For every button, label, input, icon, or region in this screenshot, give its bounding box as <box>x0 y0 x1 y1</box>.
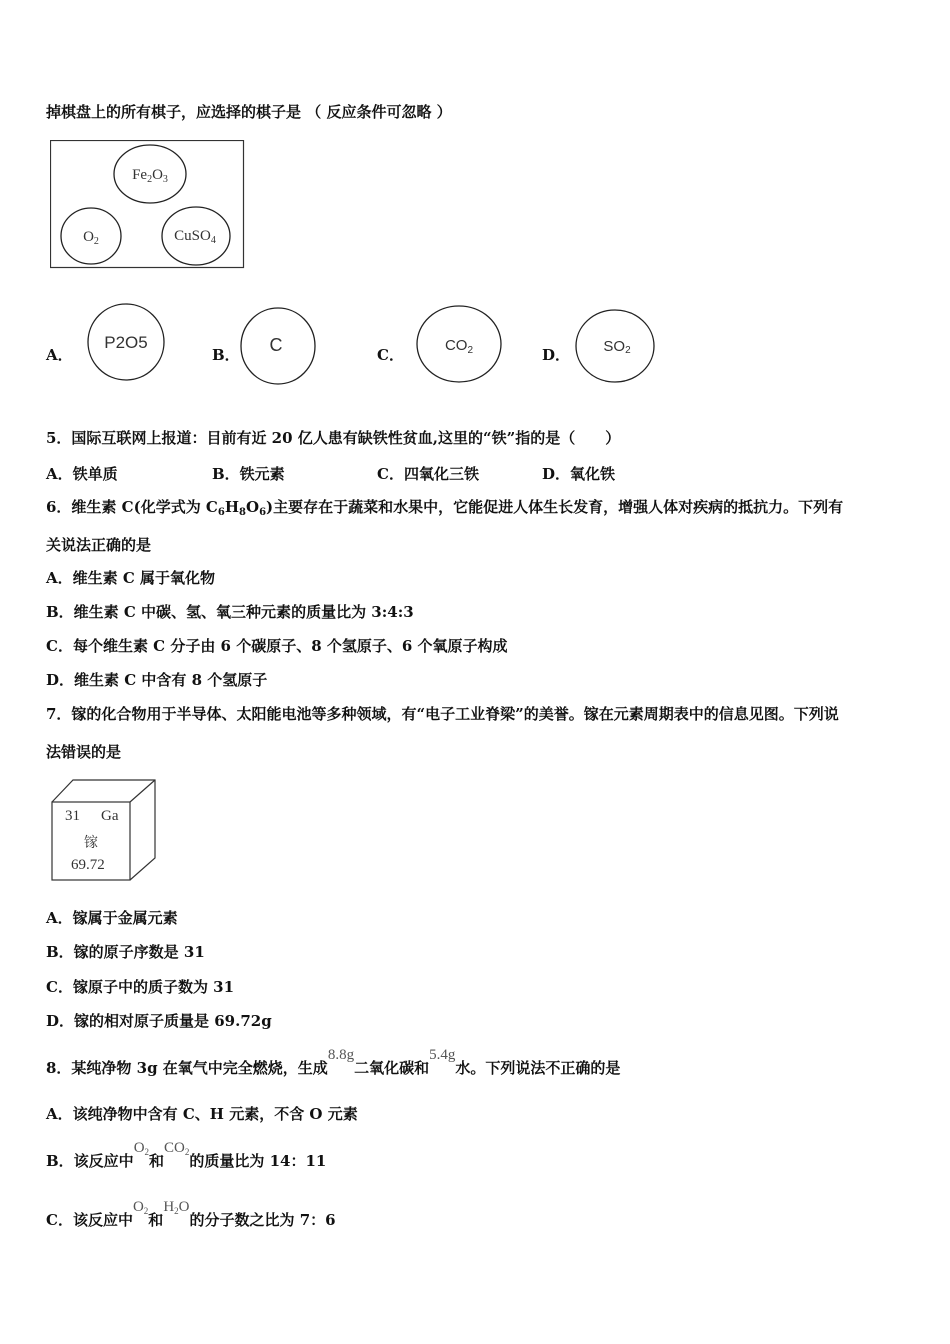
q8-option-c-mid: 和 <box>148 1211 164 1229</box>
q8-mass-h2o: 5.4g <box>429 1047 456 1063</box>
q7-option-c[interactable]: C．镓原子中的质子数为 31 <box>46 978 235 996</box>
q4-stem-tail: 掉棋盘上的所有棋子，应选择的棋子是 （ 反应条件可忽略 ） <box>46 103 452 121</box>
q5-option-b[interactable]: B．铁元素 <box>212 465 285 483</box>
q6-option-c[interactable]: C．每个维生素 C 分子由 6 个碳原子、8 个氢原子、6 个氧原子构成 <box>46 637 508 655</box>
q4-option-a-letter: A． <box>46 346 73 364</box>
q8-mass-co2: 8.8g <box>327 1047 355 1063</box>
q7-element-card <box>51 779 161 883</box>
q7-option-d[interactable]: D．镓的相对原子质量是 69.72g <box>46 1012 272 1030</box>
q4-option-b-piece <box>240 304 320 388</box>
svg-text:SO2: SO2 <box>603 338 631 356</box>
q5-option-c[interactable]: C．四氧化三铁 <box>377 465 479 483</box>
q4-option-d-letter: D． <box>542 346 571 364</box>
q8-option-c[interactable] <box>46 1199 336 1231</box>
q8-stem-b: 二氧化碳和 <box>354 1059 430 1077</box>
q6-option-d[interactable]: D．维生素 C 中含有 8 个氢原子 <box>46 671 268 689</box>
q8-option-c-h2o: $H_2O$ <box>163 1199 190 1216</box>
element-card-cube <box>51 779 161 883</box>
q4-option-a[interactable] <box>46 300 176 390</box>
q4-option-d[interactable] <box>542 300 672 390</box>
svg-text:CO2: $CO_2$ <box>444 337 474 356</box>
q4-chessboard <box>50 140 245 270</box>
svg-text:P2O5: P2O5 <box>104 333 148 352</box>
q7-option-a[interactable]: A．镓属于金属元素 <box>46 909 178 927</box>
q6-option-b[interactable]: B．维生素 C 中碳、氢、氧三种元素的质量比为 3:4:3 <box>46 603 414 621</box>
element-symbol: Ga <box>101 808 119 824</box>
q8-option-b-pre: B．该反应中 <box>46 1152 134 1170</box>
q7-stem-line2: 法错误的是 <box>46 743 122 761</box>
q8-option-b-o2: $O_2$ <box>133 1140 150 1157</box>
piece-cuso4-label: CuSO$_4$ <box>174 228 216 246</box>
q6-option-a[interactable]: A．维生素 C 属于氧化物 <box>46 569 216 587</box>
q6-formula: $C_6H_8O_6$ <box>205 498 267 518</box>
q4-option-b-letter: B． <box>212 346 240 364</box>
element-mass: 69.72 <box>71 857 105 873</box>
q8-stem <box>46 1047 621 1079</box>
q4-option-c-piece <box>415 304 505 388</box>
q5-option-a[interactable]: A．铁单质 <box>46 465 118 483</box>
q5-stem: 5．国际互联网上报道：目前有近 20 亿人患有缺铁性贫血,这里的“铁”指的是（ ） <box>46 429 621 447</box>
q4-option-a-piece <box>86 300 170 384</box>
q8-option-b-co2: $CO_2$ <box>164 1140 190 1157</box>
q8-stem-a: 8．某纯净物 3g 在氧气中完全燃烧，生成 <box>46 1059 328 1077</box>
q8-option-b-post: 的质量比为 14：11 <box>189 1152 327 1170</box>
q4-option-b[interactable] <box>212 300 332 390</box>
q4-option-c[interactable] <box>377 300 507 390</box>
q8-option-c-o2: $O_2$ <box>132 1199 149 1216</box>
q8-option-b-mid: 和 <box>149 1152 165 1170</box>
q8-stem-c: 水。下列说法不正确的是 <box>455 1059 621 1077</box>
board-frame <box>51 141 244 268</box>
q8-option-c-post: 的分子数之比为 7：6 <box>189 1211 336 1229</box>
q4-option-c-letter: C． <box>377 346 404 364</box>
element-atomic-number: 31 <box>65 808 80 824</box>
q8-option-a[interactable]: A．该纯净物中含有 C、H 元素，不含 O 元素 <box>46 1105 358 1123</box>
q5-option-d[interactable]: D．氧化铁 <box>542 465 616 483</box>
q8-option-c-pre: C．该反应中 <box>46 1211 133 1229</box>
element-name: 镓 <box>84 835 98 851</box>
svg-text:C: C <box>269 335 283 355</box>
piece-fe2o3-label: $Fe_2O_3$ <box>132 167 168 185</box>
q7-option-b[interactable]: B．镓的原子序数是 31 <box>46 943 205 961</box>
q4-option-d-piece <box>575 308 659 388</box>
q6-stem-line2: 关说法正确的是 <box>46 536 152 554</box>
q6-stem-post: )主要存在于蔬菜和水果中，它能促进人体生长发育，增强人体对疾病的抵抗力。下列有 <box>266 498 844 516</box>
q6-stem-pre: 6．维生素 C(化学式为 <box>46 498 206 516</box>
q6-stem-line1 <box>46 497 843 517</box>
piece-o2-label: $O_2$ <box>83 229 99 247</box>
q7-stem-line1: 7．镓的化合物用于半导体、太阳能电池等多种领域，有“电子工业脊梁”的美誉。镓在元素周期表中的信息见图。下列说 <box>46 705 839 723</box>
q8-option-b[interactable] <box>46 1140 327 1172</box>
